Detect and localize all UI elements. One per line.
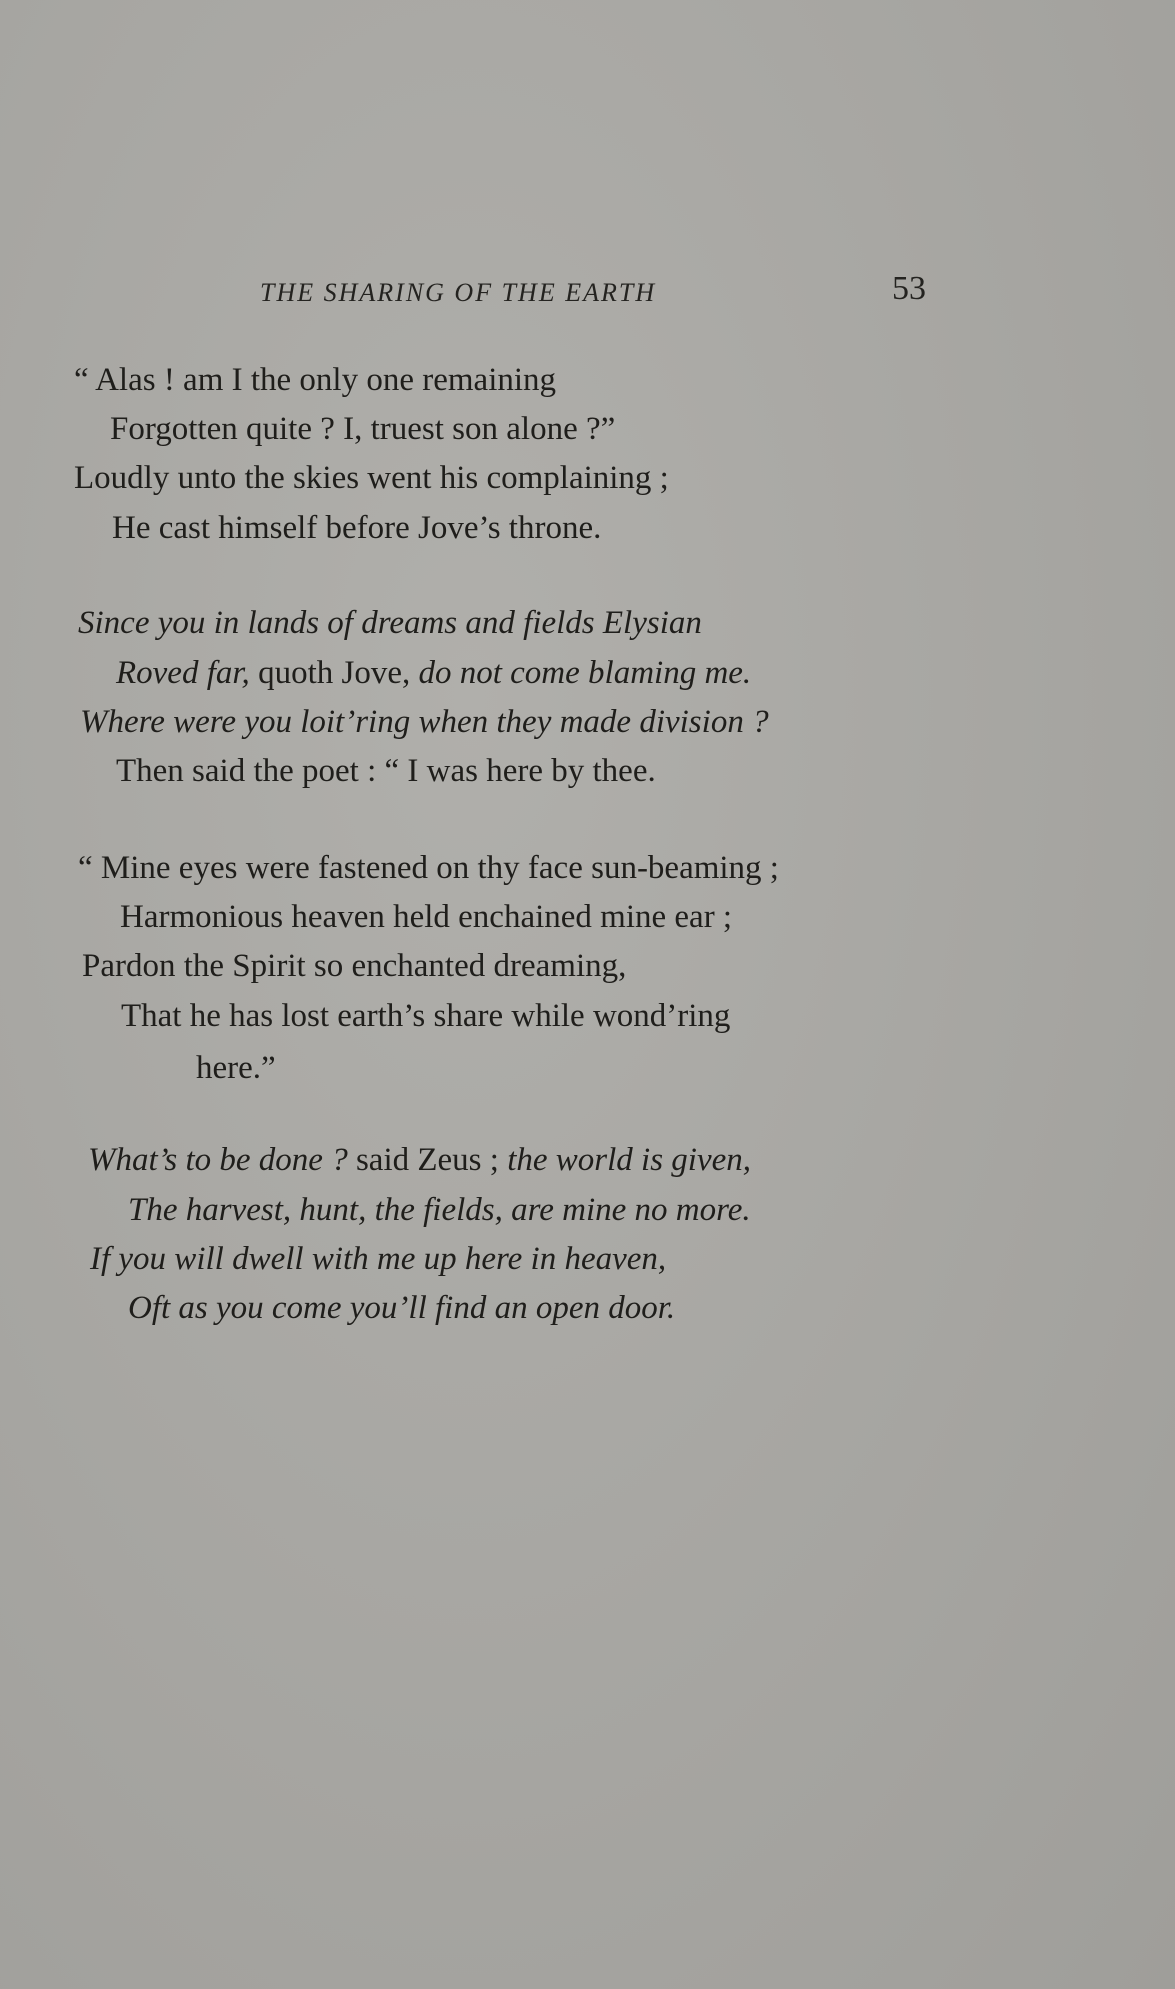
page-number: 53 <box>892 270 926 307</box>
poem-text: Oft as you come you’ll find an open door. <box>128 1290 676 1326</box>
poem-text: The harvest, hunt, the fields, are mine no more. <box>128 1192 751 1228</box>
poem-text: Since you in lands of dreams and fields Elysian <box>78 605 702 641</box>
poem-text: “ Alas ! am I the only one remaining <box>74 362 557 398</box>
poem-text: Then said the poet : “ I was here by thee. <box>116 753 656 789</box>
poem-text: What’s to be done ? <box>88 1142 348 1178</box>
poem-line <box>74 362 556 399</box>
poem-text: Harmonious heaven held enchained mine ear ; <box>120 899 733 935</box>
poem-line <box>120 899 732 936</box>
poem-text: here.” <box>196 1050 276 1086</box>
poem-text: Where were you loit’ring when they made division ? <box>80 704 769 740</box>
poem-text: If you will dwell with me up here in heaven, <box>90 1241 667 1277</box>
running-head: THE SHARING OF THE EARTH <box>260 278 657 307</box>
poem-line <box>128 1290 675 1327</box>
poem-text: said Zeus ; <box>347 1142 508 1178</box>
poem-line <box>74 460 669 497</box>
poem-line <box>80 704 769 741</box>
poem-line <box>82 948 626 985</box>
poem-line <box>112 510 601 547</box>
poem-line <box>78 850 779 887</box>
poem-text: do not come blaming me. <box>418 655 752 691</box>
poem-text: Forgotten quite ? I, truest son alone ?” <box>110 411 616 447</box>
poem-text: the world is given, <box>507 1142 751 1178</box>
poem-line <box>116 655 751 692</box>
poem-line <box>128 1192 751 1229</box>
poem-text: Loudly unto the skies went his complaining ; <box>74 460 669 496</box>
poem-text: Pardon the Spirit so enchanted dreaming, <box>82 948 627 984</box>
poem-text: Roved far, <box>116 655 250 691</box>
poem-line <box>90 1241 666 1278</box>
poem-text: “ Mine eyes were fastened on thy face sun-beaming ; <box>78 850 779 886</box>
poem-line <box>116 753 656 790</box>
poem-line <box>121 998 730 1035</box>
poem-line <box>110 411 615 448</box>
poem-line <box>88 1142 751 1179</box>
poem-text: quoth Jove, <box>249 655 419 691</box>
poem-line <box>196 1050 276 1087</box>
poem-line <box>78 605 702 642</box>
poem-text: He cast himself before Jove’s throne. <box>112 510 602 546</box>
poem-text: That he has lost earth’s share while wond’ring <box>121 998 731 1034</box>
